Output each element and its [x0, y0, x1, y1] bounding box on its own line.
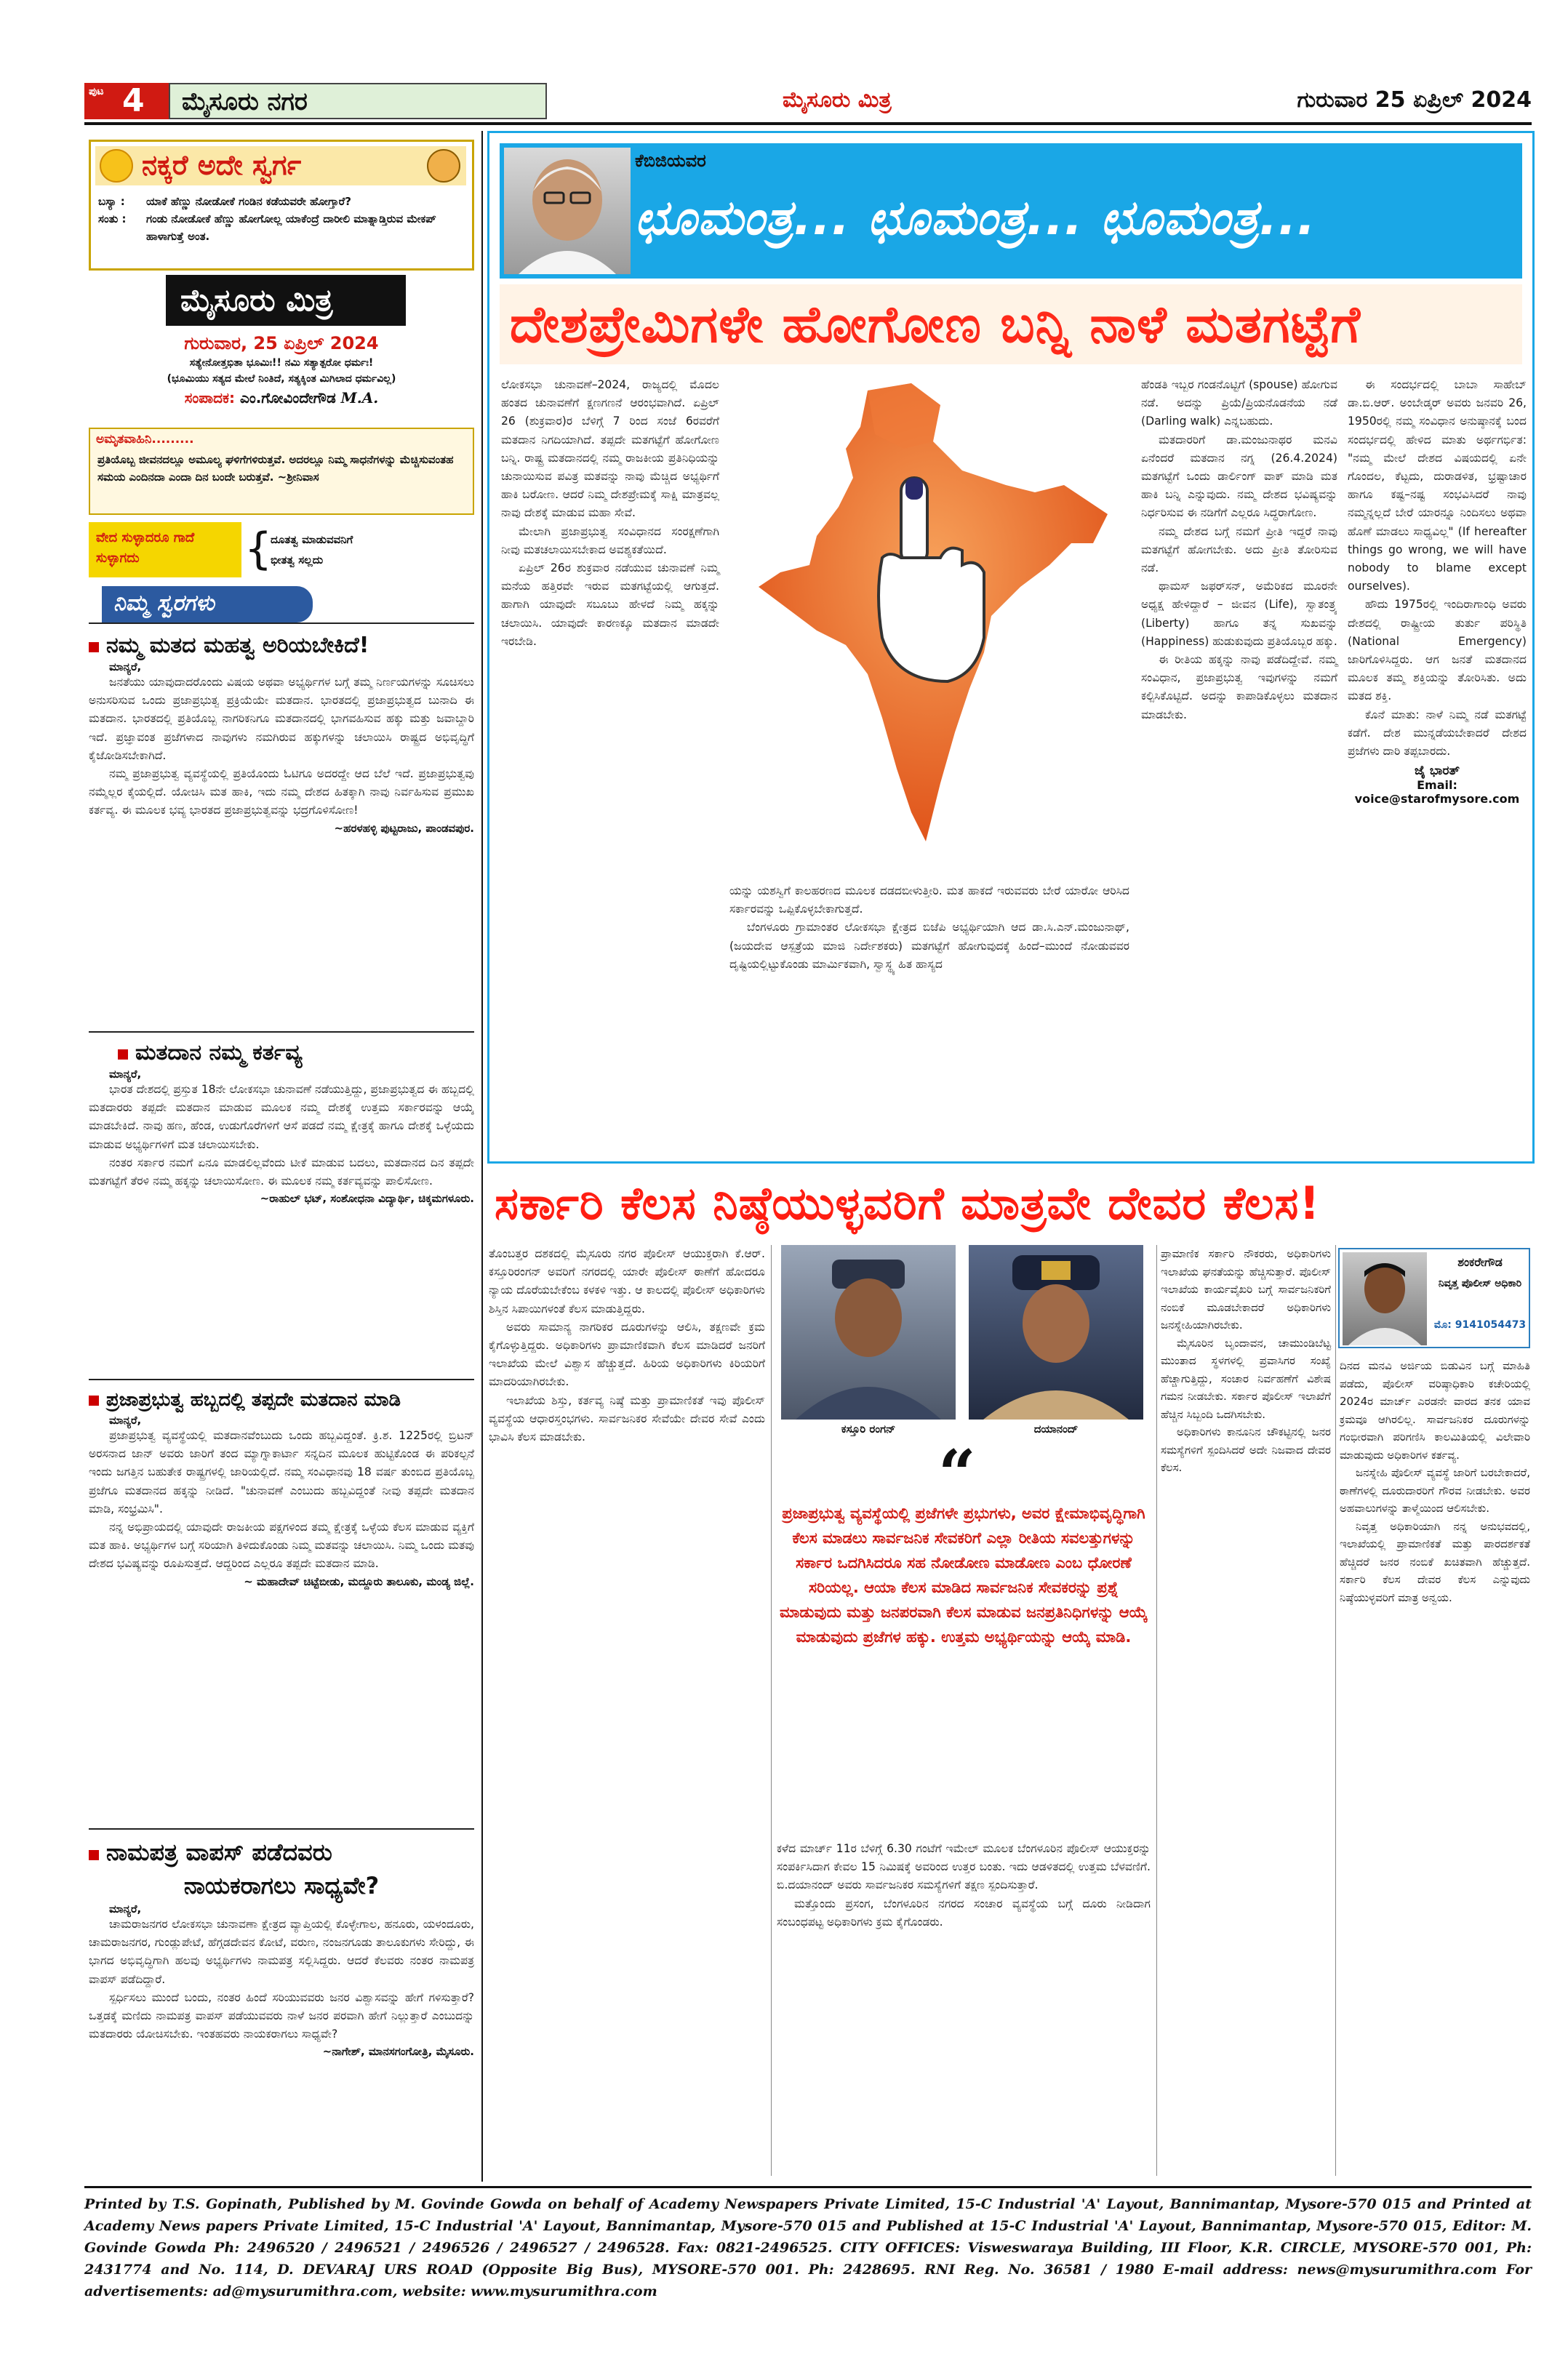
proverb-left: ವೇದ ಸುಳ್ಳಾದರೂ ಗಾದೆ ಸುಳ್ಳಾಗದು	[89, 522, 241, 577]
police-col3-para-2: ಮೈಸೂರಿನ ಬೃಂದಾವನ, ಚಾಮುಂಡಿಬೆಟ್ಟ ಮುಂತಾದ ಸ್ಥಳಗಳಲ್ಲಿ ಪ್ರವಾಸಿಗರ ಸಂಖ್ಯೆ ಹೆಚ್ಚಾಗುತ್ತಿದ್ದು, ಸಂಚಾರ ನಿರ್ವಹಣೆಗೆ ವಿಶೇಷ ಗಮನ ನೀಡಬೇಕು. ಸರ್ಕಾರ ಪೊಲೀಸ್ ಇಲಾಖೆಗೆ ಹೆಚ್ಚಿನ ಸಿಬ್ಬಂದಿ ಒದಗಿಸಬೇಕು.	[1161, 1336, 1331, 1421]
police-col4-para-2: ಜನಸ್ನೇಹಿ ಪೊಲೀಸ್ ವ್ಯವಸ್ಥೆ ಜಾರಿಗೆ ಬರಬೇಕಾದರೆ, ಠಾಣೆಗಳಲ್ಲಿ ದೂರುದಾರರಿಗೆ ಗೌರವ ನೀಡಬೇಕು. ಅವರ ಅಹವಾಲುಗಳನ್ನು ತಾಳ್ಮೆಯಿಂದ ಆಲಿಸಬೇಕು.	[1340, 1466, 1530, 1515]
police-quote	[778, 1436, 1149, 1828]
masthead-info	[89, 332, 474, 409]
author-portrait-icon	[1343, 1252, 1427, 1345]
header-rule	[84, 122, 1532, 125]
author-photo	[1343, 1252, 1427, 1345]
amrutavani-box	[89, 428, 474, 515]
kbg-headline-band	[500, 284, 1522, 364]
humor-label-1: ಬಸ್ಯಾ :	[98, 195, 125, 208]
kbg-headline: ದೇಶಪ್ರೇಮಿಗಳೇ ಹೋಗೋಣ ಬನ್ನಿ ನಾಳೆ ಮತಗಟ್ಟೆಗೆ	[510, 295, 1361, 354]
kbg-col3-para-2: ಮತದಾರರಿಗೆ ಡಾ.ಮಂಜುನಾಥರ ಮನವಿ ಏನೆಂದರೆ ಮತದಾನ ನಗ್ನ (26.4.2024) ಮತಗಟ್ಟೆಗೆ ಒಂದು ಡಾರ್ಲಿಂಗ್ ವಾಕ್ ಮಾಡಿ ಮತ ಹಾಕಿ ಬನ್ನಿ ಎನ್ನುವುದು. ನಮ್ಮ ದೇಶದ ಭವಿಷ್ಯವನ್ನು ನಿರ್ಧರಿಸುವ ಈ ನಡಿಗೆಗೆ ಎಲ್ಲರೂ ಸಿದ್ಧರಾಗೋಣ.	[1141, 433, 1337, 520]
letter-4-para-1: ಚಾಮರಾಜನಗರ ಲೋಕಸಭಾ ಚುನಾವಣಾ ಕ್ಷೇತ್ರದ ವ್ಯಾಪ್ತಿಯಲ್ಲಿ ಕೊಳ್ಳೇಗಾಲ, ಹನೂರು, ಯಳಂದೂರು, ಚಾಮರಾಜನಗರ, ಗುಂಡ್ಲುಪೇಟೆ, ಹೆಗ್ಗಡದೇವನ ಕೋಟೆ, ವರುಣ, ನಂಜನಗೂಡು ತಾಲೂಕುಗಳು ಸೇರಿದ್ದು, ಈ ಭಾಗದ ಅಭಿವೃದ್ಧಿಗಾಗಿ ಹಲವು ಅಭ್ಯರ್ಥಿಗಳು ನಾಮಪತ್ರ ಸಲ್ಲಿಸಿದ್ದರು. ಆದರೆ ಕೆಲವರು ನಂತರ ನಾಮಪತ್ರ ವಾಪಸ್ ಪಡೆದಿದ್ದಾರೆ.	[89, 1918, 474, 1986]
kbg-col-3	[1141, 376, 1337, 724]
page-number: 4	[122, 82, 145, 119]
footer-imprint	[84, 2193, 1532, 2302]
letter-1: ನಮ್ಮ ಮತದ ಮಹತ್ವ ಅರಿಯಬೇಕಿದೆ! ಮಾನ್ಯರೆ, ಜನತೆಯು ಯಾವುದಾದರೊಂದು ವಿಷಯ ಅಥವಾ ಅಭ್ಯರ್ಥಿಗಳ ಬಗ್ಗೆ ತಮ್ಮ ನಿರ್ಣಯಗಳನ್ನು ಸೂಚಿಸಲು ಅನುಸರಿಸುವ ಒಂದು ಪ್ರಜಾಪ್ರಭುತ್ವ ಪ್ರಕ್ರಿಯೆಯೇ ಮತದಾನ. ಭಾರತದಲ್ಲಿ ಪ್ರಜಾಪ್ರಭುತ್ವದ ಬುನಾದಿ ಈ ಮತದಾನ. ಭಾರತದಲ್ಲಿ ಪ್ರತಿಯೊಬ್ಬ ನಾಗರಿಕನಿಗೂ ಮತದಾನದಲ್ಲಿ ಭಾಗವಹಿಸುವ ಹಕ್ಕು ಮತ್ತು ಜವಾಬ್ದಾರಿ ಇದೆ. ಪ್ರಜ್ಞಾವಂತ ಪ್ರಜೆಗಳಾದ ನಾವುಗಳು ನಮಗಿರುವ ಹಕ್ಕುಗಳನ್ನು ಚಲಾಯಿಸಿ ರಾಷ್ಟ್ರದ ಅಭಿವೃದ್ಧಿಗೆ ಕೈಜೋಡಿಸಬೇಕಾಗಿದೆ. ನಮ್ಮ ಪ್ರಜಾಪ್ರಭುತ್ವ ವ್ಯವಸ್ಥೆಯಲ್ಲಿ ಪ್ರತಿಯೊಂದು ಓಟಿಗೂ ಅದರದ್ದೇ ಆದ ಬೆಲೆ ಇದೆ. ಪ್ರಜಾಪ್ರಭುತ್ವವು ನಮ್ಮೆಲ್ಲರ ಕೈಯಲ್ಲಿದೆ. ಯೋಚಿಸಿ ಮತ ಹಾಕಿ, ಇದು ನಮ್ಮ ದೇಶದ ಹಿತಕ್ಕಾಗಿ ನಾವು ನಿರ್ವಹಿಸುವ ಪ್ರಮುಖ ಕರ್ತವ್ಯ. ಈ ಮೂಲಕ ಭವ್ಯ ಭಾರತದ ಪ್ರಜಾಪ್ರಭುತ್ವವನ್ನು ಭದ್ರಗೊಳಿಸೋಣ! ~ಹರಳಹಳ್ಳಿ ಪುಟ್ಟರಾಜು, ಪಾಂಡವಪುರ.	[89, 633, 474, 835]
letter-3-para-2: ನನ್ನ ಅಭಿಪ್ರಾಯದಲ್ಲಿ ಯಾವುದೇ ರಾಜಕೀಯ ಪಕ್ಷಗಳಿಂದ ತಮ್ಮ ಕ್ಷೇತ್ರಕ್ಕೆ ಒಳ್ಳೆಯ ಕೆಲಸ ಮಾಡುವ ವ್ಯಕ್ತಿಗೆ ಮತ ಹಾಕಿ. ಅಭ್ಯರ್ಥಿಗಳ ಬಗ್ಗೆ ಸರಿಯಾಗಿ ತಿಳಿದುಕೊಂಡು ನಿಮ್ಮ ಮತವನ್ನು ಚಲಾಯಿಸಿ. ನಿಮ್ಮ ಒಂದು ಮತವು ದೇಶದ ಭವಿಷ್ಯವನ್ನು ರೂಪಿಸುತ್ತದೆ. ಆದ್ದರಿಂದ ಎಲ್ಲರೂ ತಪ್ಪದೇ ಮತದಾನ ಮಾಡಿ.	[89, 1521, 474, 1571]
letter-4-para-2: ಸ್ಪರ್ಧಿಸಲು ಮುಂದೆ ಬಂದು, ನಂತರ ಹಿಂದೆ ಸರಿಯುವವರು ಜನರ ವಿಶ್ವಾಸವನ್ನು ಹೇಗೆ ಗಳಿಸುತ್ತಾರೆ? ಒತ್ತಡಕ್ಕೆ ಮಣಿದು ನಾಮಪತ್ರ ವಾಪಸ್ ಪಡೆಯುವವರು ನಾಳೆ ಜನರ ಪರವಾಗಿ ಹೇಗೆ ನಿಲ್ಲುತ್ತಾರೆ ಎಂಬುದನ್ನು ಮತದಾರರು ಯೋಚಿಸಬೇಕು. ಇಂತಹವರು ನಾಯಕರಾಗಲು ಸಾಧ್ಯವೇ?	[89, 1990, 474, 2041]
kbg-header-band	[500, 143, 1522, 279]
author-name: ಶಂಕರೇಗೌಡ	[1457, 1255, 1503, 1269]
kbg-col-1	[501, 376, 719, 651]
letter-1-para-1: ಜನತೆಯು ಯಾವುದಾದರೊಂದು ವಿಷಯ ಅಥವಾ ಅಭ್ಯರ್ಥಿಗಳ ಬಗ್ಗೆ ತಮ್ಮ ನಿರ್ಣಯಗಳನ್ನು ಸೂಚಿಸಲು ಅನುಸರಿಸುವ ಒಂದು ಪ್ರಜಾಪ್ರಭುತ್ವ ಪ್ರಕ್ರಿಯೆಯೇ ಮತದಾನ. ಭಾರತದಲ್ಲಿ ಪ್ರಜಾಪ್ರಭುತ್ವದ ಬುನಾದಿ ಈ ಮತದಾನ. ಭಾರತದಲ್ಲಿ ಪ್ರತಿಯೊಬ್ಬ ನಾಗರಿಕನಿಗೂ ಮತದಾನದಲ್ಲಿ ಭಾಗವಹಿಸುವ ಹಕ್ಕು ಮತ್ತು ಜವಾಬ್ದಾರಿ ಇದೆ. ಪ್ರಜ್ಞಾವಂತ ಪ್ರಜೆಗಳಾದ ನಾವುಗಳು ನಮಗಿರುವ ಹಕ್ಕುಗಳನ್ನು ಚಲಾಯಿಸಿ ರಾಷ್ಟ್ರದ ಅಭಿವೃದ್ಧಿಗೆ ಕೈಜೋಡಿಸಬೇಕಾಗಿದೆ.	[89, 676, 474, 762]
letter-2-para-2: ನಂತರ ಸರ್ಕಾರ ನಮಗೆ ಏನೂ ಮಾಡಲಿಲ್ಲವೆಂದು ಟೀಕೆ ಮಾಡುವ ಬದಲು, ಮತದಾನದ ದಿನ ತಪ್ಪದೇ ಮತಗಟ್ಟೆಗೆ ತೆರಳಿ ನಮ್ಮ ಹಕ್ಕನ್ನು ಚಲಾಯಿಸೋಣ. ಈ ಮೂಲಕ ನಮ್ಮ ಕರ್ತವ್ಯವನ್ನು ಪಾಲಿಸೋಣ.	[89, 1156, 474, 1188]
letter-4: ನಾಮಪತ್ರ ವಾಪಸ್ ಪಡೆದವರು ನಾಯಕರಾಗಲು ಸಾಧ್ಯವೇ? ಮಾನ್ಯರೆ, ಚಾಮರಾಜನಗರ ಲೋಕಸಭಾ ಚುನಾವಣಾ ಕ್ಷೇತ್ರದ ವ್ಯಾಪ್ತಿಯಲ್ಲಿ ಕೊಳ್ಳೇಗಾಲ, ಹನೂರು, ಯಳಂದೂರು, ಚಾಮರಾಜನಗರ, ಗುಂಡ್ಲುಪೇಟೆ, ಹೆಗ್ಗಡದೇವನ ಕೋಟೆ, ವರುಣ, ನಂಜನಗೂಡು ತಾಲೂಕುಗಳು ಸೇರಿದ್ದು, ಈ ಭಾಗದ ಅಭಿವೃದ್ಧಿಗಾಗಿ ಹಲವು ಅಭ್ಯರ್ಥಿಗಳು ನಾಮಪತ್ರ ಸಲ್ಲಿಸಿದ್ದರು. ಆದರೆ ಕೆಲವರು ನಂತರ ನಾಮಪತ್ರ ವಾಪಸ್ ಪಡೆದಿದ್ದಾರೆ. ಸ್ಪರ್ಧಿಸಲು ಮುಂದೆ ಬಂದು, ನಂತರ ಹಿಂದೆ ಸರಿಯುವವರು ಜನರ ವಿಶ್ವಾಸವನ್ನು ಹೇಗೆ ಗಳಿಸುತ್ತಾರೆ? ಒತ್ತಡಕ್ಕೆ ಮಣಿದು ನಾಮಪತ್ರ ವಾಪಸ್ ಪಡೆಯುವವರು ನಾಳೆ ಜನರ ಪರವಾಗಿ ಹೇಗೆ ನಿಲ್ಲುತ್ತಾರೆ ಎಂಬುದನ್ನು ಮತದಾರರು ಯೋಚಿಸಬೇಕು. ಇಂತಹವರು ನಾಯಕರಾಗಲು ಸಾಧ್ಯವೇ? ~ನಾಗೇಶ್, ಮಾನಸಗಂಗೋತ್ರಿ, ಮೈಸೂರು.	[89, 1835, 474, 2058]
kbg-col2-para-1: ಯನ್ನು ಯಶಸ್ವಿಗೆ ಕಾಲಹರಣದ ಮೂಲಕ ದಡದಬೀಳುತ್ತೀರಿ. ಮತ ಹಾಕದೆ ಇರುವವರು ಬೇರೆ ಯಾರೋ ಆರಿಸಿದ ಸರ್ಕಾರವನ್ನು ಒಪ್ಪಿಕೊಳ್ಳಬೇಕಾಗುತ್ತದೆ.	[729, 884, 1129, 916]
kbg-email-label: Email:	[1417, 778, 1457, 793]
masthead-motto-1: ಸತ್ಯೇನೋತ್ತಭಿತಾ ಭೂಮಿಃ!! ನಮಿ ಸತ್ಯಾತ್ಪರೋ ಧರ್ಮಃ!	[189, 357, 374, 369]
page-header	[84, 83, 1532, 119]
humor-box	[89, 140, 474, 271]
header-masthead: ಮೈಸೂರು ಮಿತ್ರ	[783, 87, 892, 113]
police-col-2	[777, 1840, 1151, 1931]
kbg-col3-para-1: ಹೆಂಡತಿ ಇಬ್ಬರ ಗಂಡನೊಟ್ಟಿಗೆ (spouse) ಹೋಗುವ ನಡೆ. ಅದನ್ನು ಪ್ರಿಯೆ/ಪ್ರಿಯನೊಡನೆಯ ನಡೆ (Darling walk) ಎನ್ನಬಹುದು.	[1141, 378, 1337, 428]
author-role: ನಿವೃತ್ತ ಪೊಲೀಸ್ ಅಧಿಕಾರಿ	[1438, 1278, 1522, 1289]
officer-portrait-icon	[969, 1245, 1143, 1420]
humor-label-2: ಸಂತು :	[98, 212, 127, 225]
quote-mark-icon: “	[938, 1436, 976, 1513]
page-number-box	[84, 83, 169, 119]
brace-icon: {	[244, 524, 273, 575]
editor-name: ಎಂ.ಗೋವಿಂದೇಗೌಡ	[240, 389, 336, 407]
bullet-icon	[118, 1049, 128, 1060]
police-col1-para-1: ತೊಂಬತ್ತರ ದಶಕದಲ್ಲಿ ಮೈಸೂರು ನಗರ ಪೊಲೀಸ್ ಆಯುಕ್ತರಾಗಿ ಕೆ.ಆರ್. ಕಸ್ತೂರಿರಂಗನ್ ಅವರಿಗೆ ನಗರದಲ್ಲಿ ಯಾರೇ ಪೊಲೀಸ್ ಠಾಣೆಗೆ ಹೋದರೂ ನ್ಯಾಯ ದೊರೆಯಬೇಕೆಂಬ ಕಳಕಳಿ ಇತ್ತು. ಆ ಕಾಲದಲ್ಲಿ ಪೊಲೀಸ್ ಅಧಿಕಾರಿಗಳು ಶಿಸ್ತಿನ ಸಿಪಾಯಿಗಳಂತೆ ಕೆಲಸ ಮಾಡುತ್ತಿದ್ದರು.	[489, 1247, 765, 1316]
police-col-4	[1340, 1357, 1530, 1606]
kbg-column-title: ಛೂಮಂತ್ರ... ಛೂಮಂತ್ರ... ಛೂಮಂತ್ರ...	[635, 190, 1316, 246]
amrutavani-title: ಅಮೃತವಾಹಿನಿ.........	[96, 432, 194, 447]
police-col2-para-1: ಕಳೆದ ಮಾರ್ಚ್ 11ರ ಬೆಳಿಗ್ಗೆ 6.30 ಗಂಟೆಗೆ ಇಮೇಲ್ ಮೂಲಕ ಬೆಂಗಳೂರಿನ ಪೊಲೀಸ್ ಆಯುಕ್ತರನ್ನು ಸಂಪರ್ಕಿಸಿದಾಗ ಕೇವಲ 15 ನಿಮಿಷಕ್ಕೆ ಅವರಿಂದ ಉತ್ತರ ಬಂತು. ಇದು ಆಡಳಿತದಲ್ಲಿ ಉತ್ತಮ ಬೆಳವಣಿಗೆ. ಬಿ.ದಯಾನಂದ್ ಅವರು ಸಾರ್ವಜನಿಕರ ಸಮಸ್ಯೆಗಳಿಗೆ ತಕ್ಷಣ ಸ್ಪಂದಿಸುತ್ತಾರೆ.	[777, 1842, 1151, 1892]
photo-dayanand	[969, 1245, 1143, 1420]
letters-banner-text: ನಿಮ್ಮ ಸ್ವರಗಳು	[113, 590, 215, 616]
police-col4-para-3: ನಿವೃತ್ತ ಅಧಿಕಾರಿಯಾಗಿ ನನ್ನ ಅನುಭವದಲ್ಲಿ, ಇಲಾಖೆಯಲ್ಲಿ ಪ್ರಾಮಾಣಿಕತೆ ಮತ್ತು ಪಾರದರ್ಶಕತೆ ಹೆಚ್ಚಿದರೆ ಜನರ ನಂಬಿಕೆ ಖಚಿತವಾಗಿ ಹೆಚ್ಚುತ್ತದೆ. ಸರ್ಕಾರಿ ಕೆಲಸ ದೇವರ ಕೆಲಸ ಎನ್ನುವುದು ನಿಷ್ಠೆಯುಳ್ಳವರಿಗೆ ಮಾತ್ರ ಅನ್ವಯ.	[1340, 1519, 1530, 1604]
letter-3-para-1: ಪ್ರಜಾಪ್ರಭುತ್ವ ವ್ಯವಸ್ಥೆಯಲ್ಲಿ ಮತದಾನವೆಂಬುದು ಒಂದು ಹಬ್ಬವಿದ್ದಂತೆ. ಕ್ರಿ.ಶ. 1225ರಲ್ಲಿ ಬ್ರಿಟನ್ ಅರಸನಾದ ಜಾನ್ ಅವರು ಜಾರಿಗೆ ತಂದ ಮ್ಯಾಗ್ನಾಕಾರ್ಟಾ ಸನ್ನದಿನ ಮೂಲಕ ಹುಟ್ಟಿಕೊಂಡ ಈ ಪರಿಕಲ್ಪನೆ ಇಂದು ಜಗತ್ತಿನ ಬಹುತೇಕ ರಾಷ್ಟ್ರಗಳಲ್ಲಿ ಜಾರಿಯಲ್ಲಿದೆ. ನಮ್ಮ ಸಂವಿಧಾನವು 18 ವರ್ಷ ತುಂಬಿದ ಪ್ರತಿಯೊಬ್ಬ ಪ್ರಜೆಗೂ ಮತದಾನದ ಹಕ್ಕನ್ನು ನೀಡಿದೆ. "ಚುನಾವಣೆ ಎಂಬುದು ಹಬ್ಬವಿದ್ದಂತೆ ನೀವು ತಪ್ಪದೇ ಮತದಾನ ಮಾಡಿ, ಸಂಭ್ರಮಿಸಿ".	[89, 1429, 474, 1516]
police-col-1	[489, 1245, 765, 1446]
india-map-graphic	[729, 376, 1129, 870]
footer-rule	[84, 2186, 1532, 2188]
police-quote-text: ಪ್ರಜಾಪ್ರಭುತ್ವ ವ್ಯವಸ್ಥೆಯಲ್ಲಿ ಪ್ರಜೆಗಳೇ ಪ್ರಭುಗಳು, ಅವರ ಕ್ಷೇಮಾಭಿವೃದ್ಧಿಗಾಗಿ ಕೆಲಸ ಮಾಡಲು ಸಾರ್ವಜನಿಕ ಸೇವಕರಿಗೆ ಎಲ್ಲಾ ರೀತಿಯ ಸವಲತ್ತುಗಳನ್ನು ಸರ್ಕಾರ ಒದಗಿಸಿದರೂ ಸಹ ನೋಡೋಣ ಮಾಡೋಣ ಎಂಬ ಧೋರಣೆ ಸರಿಯಲ್ಲ. ಆಯಾ ಕೆಲಸ ಮಾಡಿದ ಸಾರ್ವಜನಿಕ ಸೇವಕರನ್ನು ಪ್ರಶ್ನೆ ಮಾಡುವುದು ಮತ್ತು ಜನಪರವಾಗಿ ಕೆಲಸ ಮಾಡುವ ಜನಪ್ರತಿನಿಧಿಗಳನ್ನು ಆಯ್ಕೆ ಮಾಡುವುದು ಪ್ರಜೆಗಳ ಹಕ್ಕು. ಉತ್ತಮ ಅಭ್ಯರ್ಥಿಯನ್ನು ಆಯ್ಕೆ ಮಾಡಿ.	[780, 1505, 1148, 1646]
letter-1-para-2: ನಮ್ಮ ಪ್ರಜಾಪ್ರಭುತ್ವ ವ್ಯವಸ್ಥೆಯಲ್ಲಿ ಪ್ರತಿಯೊಂದು ಓಟಿಗೂ ಅದರದ್ದೇ ಆದ ಬೆಲೆ ಇದೆ. ಪ್ರಜಾಪ್ರಭುತ್ವವು ನಮ್ಮೆಲ್ಲರ ಕೈಯಲ್ಲಿದೆ. ಯೋಚಿಸಿ ಮತ ಹಾಕಿ, ಇದು ನಮ್ಮ ದೇಶದ ಹಿತಕ್ಕಾಗಿ ನಾವು ನಿರ್ವಹಿಸುವ ಪ್ರಮುಖ ಕರ್ತವ್ಯ. ಈ ಮೂಲಕ ಭವ್ಯ ಭಾರತದ ಪ್ರಜಾಪ್ರಭುತ್ವವನ್ನು ಭದ್ರಗೊಳಿಸೋಣ!	[89, 767, 474, 817]
author-box	[1338, 1248, 1530, 1348]
author-phone: ಮೊ: 9141054473	[1433, 1319, 1527, 1331]
kbg-col2-para-2: ಬೆಂಗಳೂರು ಗ್ರಾಮಾಂತರ ಲೋಕಸಭಾ ಕ್ಷೇತ್ರದ ಬಿಜೆಪಿ ಅಭ್ಯರ್ಥಿಯಾಗಿ ಆದ ಡಾ.ಸಿ.ಎನ್.ಮಂಜುನಾಥ್, (ಜಯದೇವ ಆಸ್ಪತ್ರೆಯ ಮಾಜಿ ನಿರ್ದೇಶಕರು) ಮತಗಟ್ಟೆಗೆ ಹೋಗುವುದಕ್ಕೆ ಹಿಂದೆ–ಮುಂದೆ ನೋಡುವವರ ದೃಷ್ಟಿಯಲ್ಲಿಟ್ಟುಕೊಂಡು ಮಾರ್ಮಿಕವಾಗಿ, ಸ್ವಾಸ್ಥ್ಯ ಹಿತ ಹಾಸ್ಯದ	[729, 921, 1129, 971]
masthead-date: ಗುರುವಾರ, 25 ಏಪ್ರಿಲ್ 2024	[184, 333, 379, 353]
kbg-signoff: ಜೈ ಭಾರತ್	[1414, 764, 1460, 779]
kbg-col-4	[1348, 376, 1527, 806]
letter-2: ಮತದಾನ ನಮ್ಮ ಕರ್ತವ್ಯ ಮಾನ್ಯರೆ, ಭಾರತ ದೇಶದಲ್ಲಿ ಪ್ರಸ್ತುತ 18ನೇ ಲೋಕಸಭಾ ಚುನಾವಣೆ ನಡೆಯುತ್ತಿದ್ದು, ಪ್ರಜಾಪ್ರಭುತ್ವದ ಈ ಹಬ್ಬದಲ್ಲಿ ಮತದಾರರು ತಪ್ಪದೇ ಮತದಾನ ಮಾಡುವ ಮೂಲಕ ನಮ್ಮ ದೇಶಕ್ಕೆ ಉತ್ತಮ ಸರ್ಕಾರವನ್ನು ಆಯ್ಕೆ ಮಾಡಬೇಕಿದೆ. ನಾವು ಹಣ, ಹೆಂಡ, ಉಡುಗೊರೆಗಳಿಗೆ ಆಸೆ ಪಡದೆ ನಮ್ಮ ಕ್ಷೇತ್ರಕ್ಕೆ ಹಾಗೂ ದೇಶಕ್ಕೆ ಒಳ್ಳೆಯದು ಮಾಡುವ ಅಭ್ಯರ್ಥಿಗಳಿಗೆ ಮತ ಚಲಾಯಿಸಬೇಕು. ನಂತರ ಸರ್ಕಾರ ನಮಗೆ ಏನೂ ಮಾಡಲಿಲ್ಲವೆಂದು ಟೀಕೆ ಮಾಡುವ ಬದಲು, ಮತದಾನದ ದಿನ ತಪ್ಪದೇ ಮತಗಟ್ಟೆಗೆ ತೆರಳಿ ನಮ್ಮ ಹಕ್ಕನ್ನು ಚಲಾಯಿಸೋಣ. ಈ ಮೂಲಕ ನಮ್ಮ ಕರ್ತವ್ಯವನ್ನು ಪಾಲಿಸೋಣ. ~ರಾಹುಲ್ ಭಟ್, ಸಂಶೋಧನಾ ವಿದ್ಯಾರ್ಥಿ, ಚಿಕ್ಕಮಗಳೂರು.	[89, 1040, 474, 1206]
editor-label: ಸಂಪಾದಕ:	[184, 389, 236, 407]
kbg-col3-para-3: ನಮ್ಮ ದೇಶದ ಬಗ್ಗೆ ನಮಗೆ ಪ್ರೀತಿ ಇದ್ದರೆ ನಾವು ಮತಗಟ್ಟೆಗೆ ಹೋಗಬೇಕು. ಅದು ಪ್ರೀತಿ ತೋರಿಸುವ ನಡೆ.	[1141, 524, 1337, 575]
kbg-col4-para-2: ಹೌದು 1975ರಲ್ಲಿ ಇಂದಿರಾಗಾಂಧಿ ಅವರು ದೇಶದಲ್ಲಿ ರಾಷ್ಟ್ರೀಯ ತುರ್ತು ಪರಿಸ್ಥಿತಿ (National Emergency) ಜಾರಿಗೊಳಿಸಿದ್ದರು. ಆಗ ಜನತೆ ಮತದಾನದ ಮೂಲಕ ತಮ್ಮ ಶಕ್ತಿಯನ್ನು ತೋರಿಸಿತು. ಅದು ಮತದ ಶಕ್ತಿ.	[1348, 598, 1527, 703]
police-col1-para-3: ಇಲಾಖೆಯ ಶಿಸ್ತು, ಕರ್ತವ್ಯ ನಿಷ್ಠೆ ಮತ್ತು ಪ್ರಾಮಾಣಿಕತೆ ಇವು ಪೊಲೀಸ್ ವ್ಯವಸ್ಥೆಯ ಆಧಾರಸ್ತಂಭಗಳು. ಸಾರ್ವಜನಿಕರ ಸೇವೆಯೇ ದೇವರ ಸೇವೆ ಎಂದು ಭಾವಿಸಿ ಕೆಲಸ ಮಾಡಬೇಕು.	[489, 1393, 765, 1444]
bullet-icon	[89, 642, 99, 652]
amrutavani-text: ಪ್ರತಿಯೊಬ್ಬ ಜೀವನದಲ್ಲೂ ಅಮೂಲ್ಯ ಘಳಿಗೆಗಳಿರುತ್ತವೆ. ಅದರಲ್ಲೂ ನಿಮ್ಮ ಸಾಧನೆಗಳನ್ನು ಮೆಚ್ಚಿಸುವಂತಹ ಸಮಯ ಎಂದಿನದಾ ಎಂದಾ ದಿನ ಬಂದೇ ಬರುತ್ತವೆ. ~ಶ್ರೀನಿವಾಸ	[97, 453, 454, 484]
header-date: ಗುರುವಾರ 25 ಏಪ್ರಿಲ್ 2024	[1297, 87, 1532, 113]
letter-4-title-2: ನಾಯಕರಾಗಲು ಸಾಧ್ಯವೇ?	[183, 1872, 380, 1899]
letter-2-title: ಮತದಾನ ನಮ್ಮ ಕರ್ತವ್ಯ	[89, 1038, 474, 1068]
proverb-right-2: ಭೀತತ್ವ ಸಲ್ಲದು	[271, 553, 324, 567]
humor-title-bar	[95, 146, 466, 185]
letter-4-signature: ~ನಾಗೇಶ್, ಮಾನಸಗಂಗೋತ್ರಿ, ಮೈಸೂರು.	[322, 2045, 474, 2059]
section-title-box	[169, 83, 547, 119]
photo-caption-2: ದಯಾನಂದ್	[1033, 1422, 1079, 1436]
bullet-icon	[89, 1396, 99, 1406]
kbg-col3-para-4: ಥಾಮಸ್ ಜಫರ್‌ಸನ್, ಅಮೆರಿಕದ ಮೂರನೇ ಅಧ್ಯಕ್ಷ ಹೇಳಿದ್ದಾರೆ – ಜೀವನ (Life), ಸ್ವಾತಂತ್ರ್ಯ (Liberty) ಹಾಗೂ ತನ್ನ ಸುಖವನ್ನು (Happiness) ಹುಡುಕುವುದು ಪ್ರತಿಯೊಬ್ಬರ ಹಕ್ಕು.	[1141, 580, 1337, 648]
india-map-icon	[729, 376, 1129, 870]
police-col2-para-2: ಮತ್ತೊಂದು ಪ್ರಸಂಗ, ಬೆಂಗಳೂರಿನ ನಗರದ ಸಂಚಾರ ವ್ಯವಸ್ಥೆಯ ಬಗ್ಗೆ ದೂರು ನೀಡಿದಾಗ ಸಂಬಂಧಪಟ್ಟ ಅಧಿಕಾರಿಗಳು ಕ್ರಮ ಕೈಗೊಂಡರು.	[777, 1897, 1151, 1929]
footer-text: Printed by T.S. Gopinath, Published by M. Govinde Gowda on behalf of Academy Newspapers Private Limited, 15-C Industrial 'A' Layout, Bannimantap, Mysore-570 015 and Printed at Academy News papers Private Limited, 15-C Industrial 'A' Layout, Bannimantap, Mysore-570 015 and Published at 15-C Industrial 'A' Layout, Bannimantap, Mysore-570 015, Editor: M. Govinde Gowda Ph: 2496520 / 2496521 / 2496526 / 2496527 / 2496528. Fax: 0821-2496525. CITY OFFICES: Visweswaraya Building, III Floor, K.R. CIRCLE, MYSORE-570 001, Ph: 2431774 and No. 114, D. DEVARAJ URS ROAD (Opposite Big Bus), MYSORE-570 001. Ph: 2428695. RNI Reg. No. 36581 / 1980 E-mail address: news@mysurumithra.com For advertisements: ad@mysurumithra.com, website: www.mysurumithra.com	[84, 2196, 1532, 2299]
photo-caption-1: ಕಸ್ತೂರಿ ರಂಗನ್	[841, 1422, 896, 1436]
editor-degree: M.A.	[340, 389, 379, 407]
laughing-face-icon	[100, 149, 133, 183]
laughing-person-icon	[427, 149, 460, 183]
photo-kasturi-rangan	[781, 1245, 956, 1420]
kbg-kicker: ಕೆಬಿಜಿಯವರ	[635, 151, 706, 171]
letter-2-signature: ~ರಾಹುಲ್ ಭಟ್, ಸಂಶೋಧನಾ ವಿದ್ಯಾರ್ಥಿ, ಚಿಕ್ಕಮಗಳೂರು.	[260, 1192, 474, 1206]
police-col3-para-1: ಪ್ರಾಮಾಣಿಕ ಸರ್ಕಾರಿ ನೌಕರರು, ಅಧಿಕಾರಿಗಳು ಇಲಾಖೆಯ ಘನತೆಯನ್ನು ಹೆಚ್ಚಿಸುತ್ತಾರೆ. ಪೊಲೀಸ್ ಇಲಾಖೆಯ ಕಾರ್ಯವೈಖರಿ ಬಗ್ಗೆ ಸಾರ್ವಜನಿಕರಿಗೆ ನಂಬಿಕೆ ಮೂಡಬೇಕಾದರೆ ಅಧಿಕಾರಿಗಳು ಜನಸ್ನೇಹಿಯಾಗಿರಬೇಕು.	[1161, 1247, 1331, 1332]
masthead-title: ಮೈಸೂರು ಮಿತ್ರ	[180, 282, 333, 318]
bullet-icon	[89, 1850, 99, 1860]
page-label: ಪುಟ	[89, 86, 104, 97]
letter-2-para-1: ಭಾರತ ದೇಶದಲ್ಲಿ ಪ್ರಸ್ತುತ 18ನೇ ಲೋಕಸಭಾ ಚುನಾವಣೆ ನಡೆಯುತ್ತಿದ್ದು, ಪ್ರಜಾಪ್ರಭುತ್ವದ ಈ ಹಬ್ಬದಲ್ಲಿ ಮತದಾರರು ತಪ್ಪದೇ ಮತದಾನ ಮಾಡುವ ಮೂಲಕ ನಮ್ಮ ದೇಶಕ್ಕೆ ಉತ್ತಮ ಸರ್ಕಾರವನ್ನು ಆಯ್ಕೆ ಮಾಡಬೇಕಿದೆ. ನಾವು ಹಣ, ಹೆಂಡ, ಉಡುಗೊರೆಗಳಿಗೆ ಆಸೆ ಪಡದೆ ನಮ್ಮ ಕ್ಷೇತ್ರಕ್ಕೆ ಹಾಗೂ ದೇಶಕ್ಕೆ ಒಳ್ಳೆಯದು ಮಾಡುವ ಅಭ್ಯರ್ಥಿಗಳಿಗೆ ಮತ ಚಲಾಯಿಸಬೇಕು.	[89, 1083, 474, 1151]
humor-text-2: ಗಂಡು ನೋಡೋಕೆ ಹೆಣ್ಣು ಹೋಗೋಲ್ಲ ಯಾಕೆಂದ್ರೆ ದಾರೀಲಿ ಮಾತ್ನಾಡ್ತಿರುವ ಮೇಕಪ್ ಹಾಳಾಗುತ್ತೆ ಅಂತ.	[146, 212, 436, 243]
proverb-box	[89, 522, 474, 577]
police-headline-band	[487, 1171, 1535, 1242]
letter-1-title: ನಮ್ಮ ಮತದ ಮಹತ್ವ ಅರಿಯಬೇಕಿದೆ!	[89, 631, 474, 660]
kbg-col3-para-5: ಈ ರೀತಿಯ ಹಕ್ಕನ್ನು ನಾವು ಪಡೆದಿದ್ದೇವೆ. ನಮ್ಮ ಸಂವಿಧಾನ, ಪ್ರಜಾಪ್ರಭುತ್ವ ಇವುಗಳನ್ನು ನಮಗೆ ಕಲ್ಪಿಸಿಕೊಟ್ಟಿದೆ. ಅದನ್ನು ಕಾಪಾಡಿಕೊಳ್ಳಲು ಮತದಾನ ಮಾಡಬೇಕು.	[1141, 653, 1337, 721]
officer-portrait-icon	[781, 1245, 956, 1420]
police-col4-para-1: ದಿನದ ಮನವಿ ಅರ್ಜಿಯ ಬಿಡುವಿನ ಬಗ್ಗೆ ಮಾಹಿತಿ ಪಡೆದು, ಪೊಲೀಸ್ ವರಿಷ್ಠಾಧಿಕಾರಿ ಕಚೇರಿಯಲ್ಲಿ 2024ರ ಮಾರ್ಚ್ ಎರಡನೇ ವಾರದ ತನಕ ಯಾವ ಕ್ರಮವೂ ಆಗಿರಲಿಲ್ಲ. ಸಾರ್ವಜನಿಕರ ದೂರುಗಳನ್ನು ಗಂಭೀರವಾಗಿ ಪರಿಗಣಿಸಿ ಕಾಲಮಿತಿಯಲ್ಲಿ ವಿಲೇವಾರಿ ಮಾಡುವುದು ಅಧಿಕಾರಿಗಳ ಕರ್ತವ್ಯ.	[1340, 1359, 1530, 1462]
letter-3-title: ಪ್ರಜಾಪ್ರಭುತ್ವ ಹಬ್ಬದಲ್ಲಿ ತಪ್ಪದೇ ಮತದಾನ ಮಾಡಿ	[89, 1386, 474, 1414]
letter-3-signature: ~ ಮಹಾದೇವ್ ಚಿಟ್ಟೆಬೀಡು, ಮದ್ದೂರು ತಾಲೂಕು, ಮಂಡ್ಯ ಜಿಲ್ಲೆ.	[244, 1574, 474, 1588]
masthead-motto-2: (ಭೂಮಿಯು ಸತ್ಯದ ಮೇಲೆ ನಿಂತಿದೆ, ಸತ್ಯಕ್ಕಿಂತ ಮಿಗಿಲಾದ ಧರ್ಮವಿಲ್ಲ)	[167, 373, 396, 385]
kbg-col1-para-1: ಲೋಕಸಭಾ ಚುನಾವಣೆ–2024, ರಾಜ್ಯದಲ್ಲಿ ಮೊದಲ ಹಂತದ ಚುನಾವಣೆಗೆ ಕ್ಷಣಗಣನೆ ಆರಂಭವಾಗಿದೆ. ಏಪ್ರಿಲ್ 26 (ಶುಕ್ರವಾರ)ರ ಬೆಳಿಗ್ಗೆ 7 ರಿಂದ ಸಂಜೆ 6ರವರೆಗೆ ಮತದಾನ ನಿಗದಿಯಾಗಿದೆ. ತಪ್ಪದೇ ಮತಗಟ್ಟೆಗೆ ಹೋಗೋಣ ಬನ್ನಿ. ರಾಷ್ಟ್ರ ಮತದಾನದಲ್ಲಿ ನಮ್ಮ ರಾಜಕೀಯ ಪ್ರತಿನಿಧಿಯನ್ನು ಚುನಾಯಿಸುವ ಪವಿತ್ರ ಮತವನ್ನು ನಾವು ಮೆಚ್ಚಿದ ಅಭ್ಯರ್ಥಿಗೆ ಹಾಕಿ ಬರೋಣ. ಆದರೆ ನಿಮ್ಮ ದೇಶಪ್ರೇಮಕ್ಕೆ ಸಾಕ್ಷಿ ಮಾತ್ರವಲ್ಲ ನಾವು ದೇಶಕ್ಕೆ ಮಾಡುವ ಮಹಾ ಸೇವೆ.	[501, 378, 719, 520]
humor-title: ನಕ್ಕರೆ ಅದೇ ಸ್ವರ್ಗ	[142, 149, 302, 181]
humor-text-1: ಯಾಕೆ ಹೆಣ್ಣು ನೋಡೋಕೆ ಗಂಡಿನ ಕಡೆಯವರೇ ಹೋಗ್ತಾರೆ?	[146, 195, 351, 208]
letter-4-title: ನಾಮಪತ್ರ ವಾಪಸ್ ಪಡೆದವರು	[89, 1835, 474, 1869]
kbg-col-2	[729, 882, 1129, 974]
kbg-col1-para-2: ಮೇಲಾಗಿ ಪ್ರಜಾಪ್ರಭುತ್ವ ಸಂವಿಧಾನದ ಸಂರಕ್ಷಣೆಗಾಗಿ ನೀವು ಮತಚಲಾಯಿಸಬೇಕಾದ ಅವಶ್ಯಕತೆಯಿದೆ.	[501, 524, 719, 556]
letters-banner	[102, 586, 313, 622]
police-photos	[774, 1245, 1152, 1441]
kbg-col4-para-1: ಈ ಸಂದರ್ಭದಲ್ಲಿ ಬಾಬಾ ಸಾಹೇಬ್ ಡಾ.ಬಿ.ಆರ್. ಅಂಬೇಡ್ಕರ್ ಅವರು ಜನವರಿ 26, 1950ರಲ್ಲಿ ನಮ್ಮ ಸಂವಿಧಾನ ಅನುಷ್ಠಾನಕ್ಕೆ ಬಂದ ಸಂದರ್ಭದಲ್ಲಿ ಹೇಳಿದ ಮಾತು ಅರ್ಥಗರ್ಭಿತ: "ನಮ್ಮ ಮೇಲೆ ದೇಶದ ವಿಷಯದಲ್ಲಿ ಏನೇ ಗೊಂದಲ, ಕೆಟ್ಟದು, ದುರಾಡಳಿತ, ಭ್ರಷ್ಟಾಚಾರ ಹಾಗೂ ಕಷ್ಟ–ನಷ್ಟ ಸಂಭವಿಸಿದರೆ ನಾವು ನಮ್ಮನ್ನಲ್ಲದೆ ಬೇರೆ ಯಾರನ್ನೂ ನಿಂದಿಸಲು ಅಥವಾ ಹೊಣೆ ಮಾಡಲು ಸಾಧ್ಯವಿಲ್ಲ" (If hereafter things go wrong, we will have nobody to blame except ourselves).	[1348, 378, 1527, 593]
kbg-col4-para-3: ಕೊನೆ ಮಾತು: ನಾಳೆ ನಿಮ್ಮ ನಡೆ ಮತಗಟ್ಟೆ ಕಡೆಗೆ. ದೇಶ ಮುನ್ನಡೆಯಬೇಕಾದರೆ ದೇಶದ ಪ್ರಜೆಗಳು ದಾರಿ ತಪ್ಪಬಾರದು.	[1348, 708, 1527, 758]
masthead-logo	[166, 275, 406, 326]
proverb-right-1: ದೂತತ್ವ ಮಾಡುವವನಿಗೆ	[271, 533, 353, 546]
columnist-photo	[504, 148, 631, 274]
kbg-col1-para-3: ಏಪ್ರಿಲ್ 26ರ ಶುಕ್ರವಾರ ನಡೆಯುವ ಚುನಾವಣೆ ನಿಮ್ಮ ಮನೆಯ ಹತ್ತಿರವೇ ಇರುವ ಮತಗಟ್ಟೆಯಲ್ಲಿ ಆಗುತ್ತದೆ. ಹಾಗಾಗಿ ಯಾವುದೇ ಸಬೂಬು ಹೇಳದೆ ನಿಮ್ಮ ಹಕ್ಕನ್ನು ಚಲಾಯಿಸಿ. ಯಾವುದೇ ಕಾರಣಕ್ಕೂ ಮತದಾನ ಮಾಡದೇ ಇರಬೇಡಿ.	[501, 561, 719, 648]
letter-1-signature: ~ಹರಳಹಳ್ಳಿ ಪುಟ್ಟರಾಜು, ಪಾಂಡವಪುರ.	[334, 821, 474, 835]
section-title: ಮೈಸೂರು ನಗರ	[182, 87, 308, 116]
police-headline: ಸರ್ಕಾರಿ ಕೆಲಸ ನಿಷ್ಠೆಯುಳ್ಳವರಿಗೆ ಮಾತ್ರವೇ ದೇವರ ಕೆಲಸ!	[495, 1177, 1321, 1230]
letter-3: ಪ್ರಜಾಪ್ರಭುತ್ವ ಹಬ್ಬದಲ್ಲಿ ತಪ್ಪದೇ ಮತದಾನ ಮಾಡಿ ಮಾನ್ಯರೆ, ಪ್ರಜಾಪ್ರಭುತ್ವ ವ್ಯವಸ್ಥೆಯಲ್ಲಿ ಮತದಾನವೆಂಬುದು ಒಂದು ಹಬ್ಬವಿದ್ದಂತೆ. ಕ್ರಿ.ಶ. 1225ರಲ್ಲಿ ಬ್ರಿಟನ್ ಅರಸನಾದ ಜಾನ್ ಅವರು ಜಾರಿಗೆ ತಂದ ಮ್ಯಾಗ್ನಾಕಾರ್ಟಾ ಸನ್ನದಿನ ಮೂಲಕ ಹುಟ್ಟಿಕೊಂಡ ಈ ಪರಿಕಲ್ಪನೆ ಇಂದು ಜಗತ್ತಿನ ಬಹುತೇಕ ರಾಷ್ಟ್ರಗಳಲ್ಲಿ ಜಾರಿಯಲ್ಲಿದೆ. ನಮ್ಮ ಸಂವಿಧಾನವು 18 ವರ್ಷ ತುಂಬಿದ ಪ್ರತಿಯೊಬ್ಬ ಪ್ರಜೆಗೂ ಮತದಾನದ ಹಕ್ಕನ್ನು ನೀಡಿದೆ. "ಚುನಾವಣೆ ಎಂಬುದು ಹಬ್ಬವಿದ್ದಂತೆ ನೀವು ತಪ್ಪದೇ ಮತದಾನ ಮಾಡಿ, ಸಂಭ್ರಮಿಸಿ". ನನ್ನ ಅಭಿಪ್ರಾಯದಲ್ಲಿ ಯಾವುದೇ ರಾಜಕೀಯ ಪಕ್ಷಗಳಿಂದ ತಮ್ಮ ಕ್ಷೇತ್ರಕ್ಕೆ ಒಳ್ಳೆಯ ಕೆಲಸ ಮಾಡುವ ವ್ಯಕ್ತಿಗೆ ಮತ ಹಾಕಿ. ಅಭ್ಯರ್ಥಿಗಳ ಬಗ್ಗೆ ಸರಿಯಾಗಿ ತಿಳಿದುಕೊಂಡು ನಿಮ್ಮ ಮತವನ್ನು ಚಲಾಯಿಸಿ. ನಿಮ್ಮ ಒಂದು ಮತವು ದೇಶದ ಭವಿಷ್ಯವನ್ನು ರೂಪಿಸುತ್ತದೆ. ಆದ್ದರಿಂದ ಎಲ್ಲರೂ ತಪ್ಪದೇ ಮತದಾನ ಮಾಡಿ. ~ ಮಹಾದೇವ್ ಚಿಟ್ಟೆಬೀಡು, ಮದ್ದೂರು ತಾಲೂಕು, ಮಂಡ್ಯ ಜಿಲ್ಲೆ.	[89, 1386, 474, 1588]
police-col1-para-2: ಅವರು ಸಾಮಾನ್ಯ ನಾಗರಿಕರ ದೂರುಗಳನ್ನು ಆಲಿಸಿ, ತಕ್ಷಣವೇ ಕ್ರಮ ಕೈಗೊಳ್ಳುತ್ತಿದ್ದರು. ಅಧಿಕಾರಿಗಳು ಪ್ರಾಮಾಣಿಕವಾಗಿ ಕೆಲಸ ಮಾಡಿದರೆ ಜನರಿಗೆ ಇಲಾಖೆಯ ಮೇಲೆ ವಿಶ್ವಾಸ ಹೆಚ್ಚುತ್ತದೆ. ಹಿರಿಯ ಅಧಿಕಾರಿಗಳು ಕಿರಿಯರಿಗೆ ಮಾದರಿಯಾಗಿರಬೇಕು.	[489, 1320, 765, 1389]
kbg-email[interactable]: voice@starofmysore.com	[1354, 792, 1520, 806]
police-col-3-text-display	[1161, 1245, 1331, 1477]
kbg-article	[487, 131, 1535, 1164]
police-col3-para-3: ಅಧಿಕಾರಿಗಳು ಕಾನೂನಿನ ಚೌಕಟ್ಟಿನಲ್ಲಿ ಜನರ ಸಮಸ್ಯೆಗಳಿಗೆ ಸ್ಪಂದಿಸಿದರೆ ಅದೇ ನಿಜವಾದ ದೇವರ ಕೆಲಸ.	[1161, 1425, 1331, 1474]
columnist-portrait-icon	[504, 148, 631, 274]
